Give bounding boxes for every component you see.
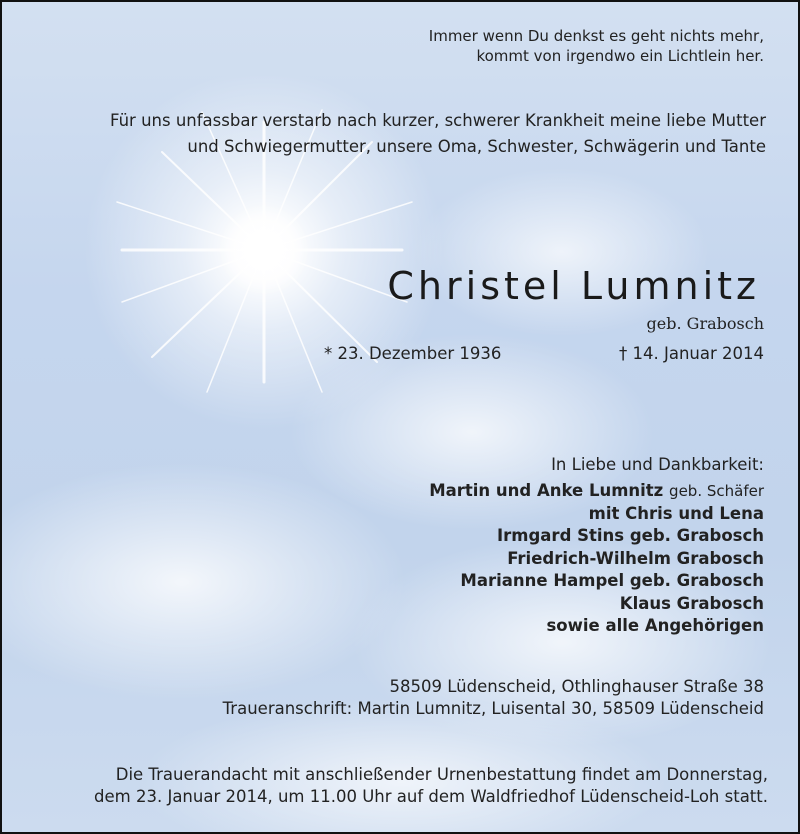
mourner-name: Martin und Anke Lumnitz bbox=[429, 481, 664, 500]
mourner-line: sowie alle Angehörigen bbox=[546, 616, 764, 635]
deceased-born-name: geb. Grabosch bbox=[646, 314, 764, 333]
service-info bbox=[94, 764, 768, 808]
mourner-line bbox=[429, 480, 764, 503]
intro-line-2: und Schwiegermutter, unsere Oma, Schwester, Schwägerin und Tante bbox=[187, 137, 766, 156]
intro-line-1: Für uns unfassbar verstarb nach kurzer, schwerer Krankheit meine liebe Mutter bbox=[110, 111, 766, 130]
intro-text bbox=[110, 108, 766, 160]
address-block bbox=[223, 676, 764, 720]
address-line-2: Traueranschrift: Martin Lumnitz, Luisental 30, 58509 Lüdenscheid bbox=[222, 699, 764, 718]
mourners-list bbox=[429, 480, 764, 638]
death-date: † 14. Januar 2014 bbox=[618, 344, 764, 363]
poem-quote bbox=[429, 26, 764, 66]
mourner-line: Irmgard Stins geb. Grabosch bbox=[497, 526, 764, 545]
quote-line-1: Immer wenn Du denkst es geht nichts mehr, bbox=[428, 27, 764, 45]
mourner-line: mit Chris und Lena bbox=[588, 503, 764, 523]
mourner-line: Marianne Hampel geb. Grabosch bbox=[460, 571, 764, 590]
deceased-name: Christel Lumnitz bbox=[387, 264, 760, 308]
mourner-line: Friedrich-Wilhelm Grabosch bbox=[507, 548, 764, 568]
service-line-2: dem 23. Januar 2014, um 11.00 Uhr auf dem Waldfriedhof Lüdenscheid-Loh statt. bbox=[94, 787, 768, 806]
mourner-note: geb. Schäfer bbox=[669, 482, 764, 500]
thanks-heading: In Liebe und Dankbarkeit: bbox=[551, 455, 764, 474]
address-line-1: 58509 Lüdenscheid, Othlinghauser Straße 38 bbox=[389, 677, 764, 696]
birth-date: * 23. Dezember 1936 bbox=[324, 344, 502, 363]
quote-line-2: kommt von irgendwo ein Lichtlein her. bbox=[476, 47, 764, 65]
service-line-1: Die Trauerandacht mit anschließender Urnenbestattung findet am Donnerstag, bbox=[115, 765, 768, 784]
mourner-line: Klaus Grabosch bbox=[619, 593, 764, 613]
